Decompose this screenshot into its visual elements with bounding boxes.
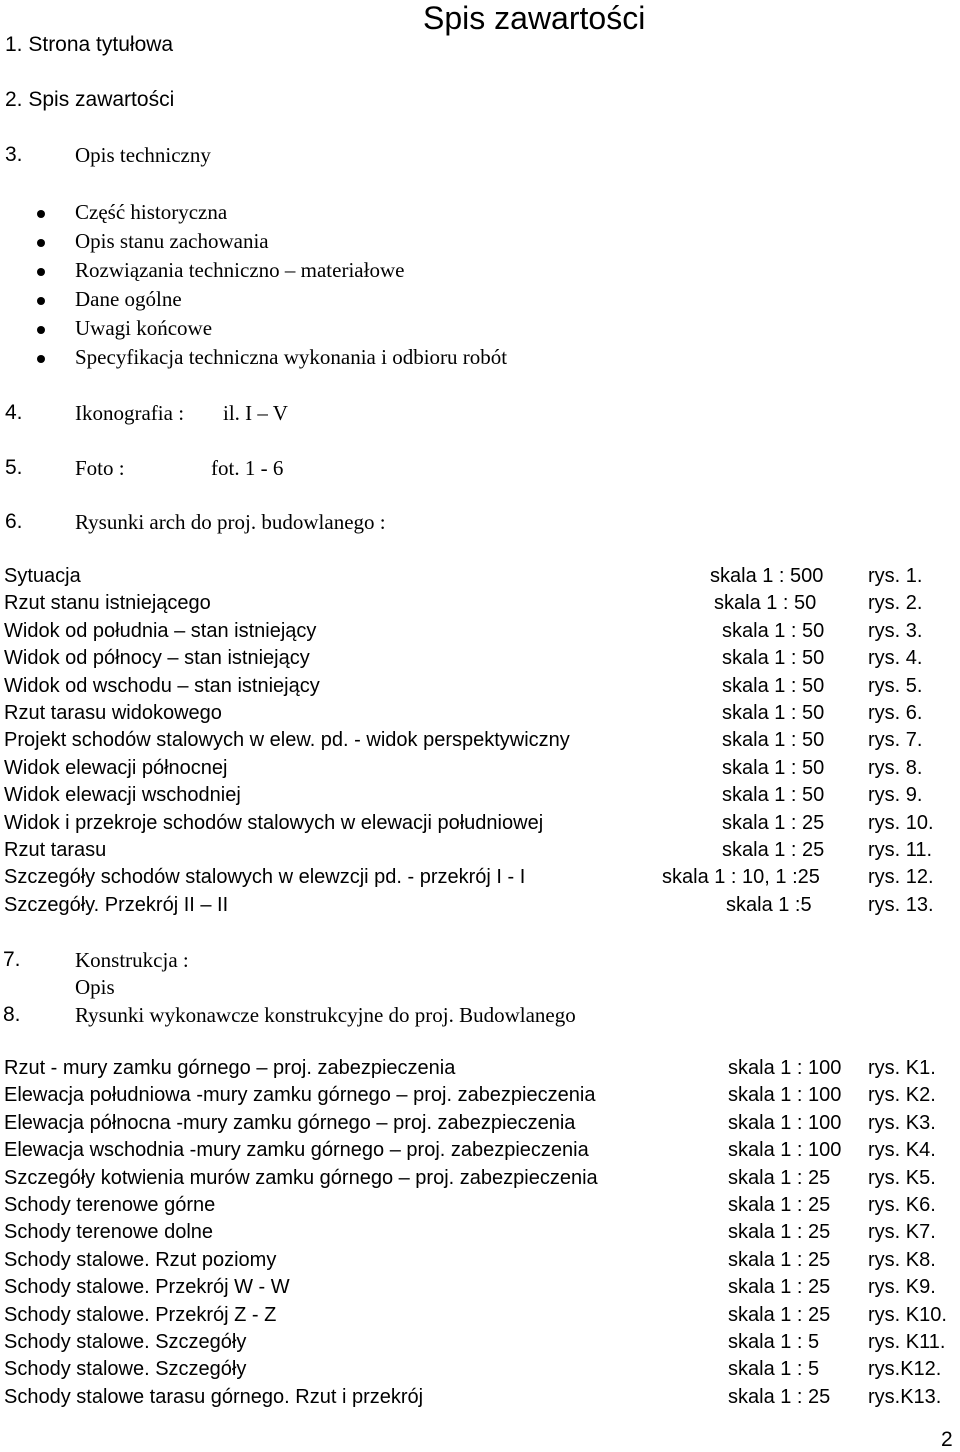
drawing-name: Widok od północy – stan istniejący [4, 647, 310, 670]
drawing-scale: skala 1 : 50 [722, 784, 825, 807]
toc-item-5-label: Foto : [75, 456, 125, 480]
toc-item-6: Rysunki arch do proj. budowlanego : [75, 510, 386, 534]
drawing-ref: rys. K9. [868, 1276, 936, 1299]
drawing-scale: skala 1 : 25 [728, 1248, 831, 1271]
drawing-ref: rys. K6. [868, 1194, 936, 1216]
bullet-item: Uwagi końcowe [75, 316, 213, 340]
bullet-icon [37, 326, 45, 334]
drawing-ref: rys. 3. [868, 619, 923, 642]
drawing-scale: skala 1 : 25 [728, 1194, 831, 1216]
drawing-scale: skala 1 :5 [726, 893, 812, 916]
drawing-scale: skala 1 : 50 [722, 756, 825, 779]
drawing-ref: rys. K4. [868, 1139, 936, 1162]
drawing-name: Rzut tarasu [4, 839, 107, 861]
drawing-scale: skala 1 : 25 [728, 1166, 831, 1189]
toc-item-8: Rysunki wykonawcze konstrukcyjne do proj. Budowlanego [75, 1003, 576, 1027]
toc-item-4-value: il. I – V [223, 401, 288, 425]
drawing-scale: skala 1 : 25 [728, 1385, 831, 1408]
drawing-ref: rys. K8. [868, 1248, 936, 1271]
bullet-item: Specyfikacja techniczna wykonania i odbioru robót [75, 345, 508, 369]
drawing-ref: rys. K5. [868, 1166, 936, 1189]
toc-item-8-number: 8. [3, 1003, 21, 1026]
drawing-name: Rzut - mury zamku górnego – proj. zabezpieczenia [4, 1057, 456, 1079]
drawing-ref: rys. 5. [868, 674, 923, 697]
drawing-name: Schody stalowe. Przekrój Z - Z [4, 1303, 277, 1326]
toc-item-7-sub: Opis [75, 975, 115, 999]
drawing-ref: rys. K2. [868, 1084, 936, 1107]
toc-item-2: 2. Spis zawartości [5, 88, 175, 111]
toc-item-3-number: 3. [5, 143, 23, 166]
drawing-ref: rys.K13. [868, 1385, 942, 1408]
drawing-name: Widok od południa – stan istniejący [4, 619, 317, 642]
bullet-icon [37, 210, 45, 218]
drawing-scale: skala 1 : 100 [728, 1139, 842, 1162]
bullet-item: Rozwiązania techniczno – materiałowe [75, 258, 405, 282]
drawing-scale: skala 1 : 100 [728, 1084, 842, 1107]
drawing-scale: skala 1 : 25 [722, 839, 825, 861]
drawing-name: Schody stalowe. Rzut poziomy [4, 1248, 277, 1271]
drawing-ref: rys. 4. [868, 647, 923, 670]
bullet-icon [37, 239, 45, 247]
drawing-name: Sytuacja [4, 565, 81, 587]
drawing-scale: skala 1 : 50 [722, 619, 825, 642]
bullet-icon [37, 355, 45, 363]
drawing-scale: skala 1 : 5 [728, 1331, 820, 1353]
toc-item-1: 1. Strona tytułowa [5, 33, 174, 56]
toc-item-5-number: 5. [5, 456, 23, 479]
drawing-ref: rys. 9. [868, 784, 923, 807]
drawing-scale: skala 1 : 10, 1 :25 [662, 866, 820, 889]
drawing-scale: skala 1 : 50 [722, 674, 825, 697]
drawing-ref: rys. K1. [868, 1057, 936, 1079]
drawing-name: Schody terenowe górne [4, 1194, 216, 1216]
drawing-ref: rys. 8. [868, 756, 923, 779]
drawing-scale: skala 1 : 50 [722, 729, 825, 752]
drawing-name: Schody stalowe. Szczegóły [4, 1358, 247, 1381]
drawing-scale: skala 1 : 500 [710, 565, 824, 587]
drawing-scale: skala 1 : 25 [722, 811, 825, 834]
toc-item-4-label: Ikonografia : [75, 401, 185, 425]
drawing-ref: rys.K12. [868, 1358, 942, 1381]
toc-item-7: Konstrukcja : [75, 948, 189, 972]
drawing-scale: skala 1 : 25 [728, 1221, 831, 1244]
drawing-ref: rys. 13. [868, 893, 934, 916]
drawing-ref: rys. 7. [868, 729, 923, 752]
drawing-scale: skala 1 : 100 [728, 1111, 842, 1134]
bullet-item: Dane ogólne [75, 287, 182, 311]
drawing-scale: skala 1 : 100 [728, 1057, 842, 1079]
drawing-name: Widok od wschodu – stan istniejący [4, 674, 320, 697]
page-title: Spis zawartości [423, 0, 646, 36]
drawing-ref: rys. 2. [868, 592, 923, 615]
drawing-name: Elewacja wschodnia -mury zamku górnego – proj. zabezpieczenia [4, 1139, 589, 1162]
drawing-name: Elewacja północna -mury zamku górnego – proj. zabezpieczenia [4, 1111, 576, 1134]
drawing-ref: rys. 12. [868, 866, 934, 889]
drawing-name: Schody stalowe tarasu górnego. Rzut i przekrój [4, 1385, 424, 1408]
bullet-icon [37, 297, 45, 305]
drawing-name: Szczegóły. Przekrój II – II [4, 893, 229, 916]
drawing-scale: skala 1 : 50 [714, 592, 817, 615]
page-number: 2 [941, 1428, 953, 1451]
drawing-ref: rys. K10. [868, 1303, 947, 1326]
bullet-icon [37, 268, 45, 276]
drawing-name: Rzut tarasu widokowego [4, 702, 222, 724]
drawing-name: Szczegóły kotwienia murów zamku górnego – proj. zabezpieczenia [4, 1166, 598, 1189]
bullet-item: Opis stanu zachowania [75, 229, 269, 253]
toc-item-7-number: 7. [3, 948, 21, 971]
drawing-name: Schody stalowe. Przekrój W - W [4, 1276, 290, 1299]
drawing-scale: skala 1 : 50 [722, 647, 825, 670]
drawing-name: Schody terenowe dolne [4, 1221, 214, 1244]
toc-item-5-value: fot. 1 - 6 [211, 456, 284, 480]
drawing-name: Widok elewacji wschodniej [4, 784, 241, 807]
drawing-ref: rys. K11. [868, 1331, 946, 1353]
drawing-ref: rys. 6. [868, 702, 923, 724]
drawing-name: Schody stalowe. Szczegóły [4, 1331, 247, 1353]
drawing-name: Widok elewacji północnej [4, 756, 228, 779]
drawing-name: Widok i przekroje schodów stalowych w elewacji południowej [4, 811, 544, 834]
drawing-name: Projekt schodów stalowych w elew. pd. - widok perspektywiczny [4, 729, 570, 752]
drawing-ref: rys. K3. [868, 1111, 936, 1134]
bullet-item: Część historyczna [75, 200, 228, 224]
drawing-name: Szczegóły schodów stalowych w elewzcji pd. - przekrój I - I [4, 866, 526, 889]
drawing-ref: rys. 1. [868, 565, 923, 587]
toc-item-6-number: 6. [5, 510, 23, 533]
drawing-name: Elewacja południowa -mury zamku górnego – proj. zabezpieczenia [4, 1084, 596, 1107]
drawing-ref: rys. K7. [868, 1221, 936, 1244]
drawing-scale: skala 1 : 50 [722, 702, 825, 724]
drawing-scale: skala 1 : 25 [728, 1303, 831, 1326]
drawing-ref: rys. 11. [868, 839, 933, 861]
drawing-scale: skala 1 : 25 [728, 1276, 831, 1299]
drawing-name: Rzut stanu istniejącego [4, 592, 211, 615]
drawing-scale: skala 1 : 5 [728, 1358, 820, 1381]
toc-item-4-number: 4. [5, 401, 23, 424]
toc-item-3: Opis techniczny [75, 143, 211, 167]
drawing-ref: rys. 10. [868, 811, 934, 834]
